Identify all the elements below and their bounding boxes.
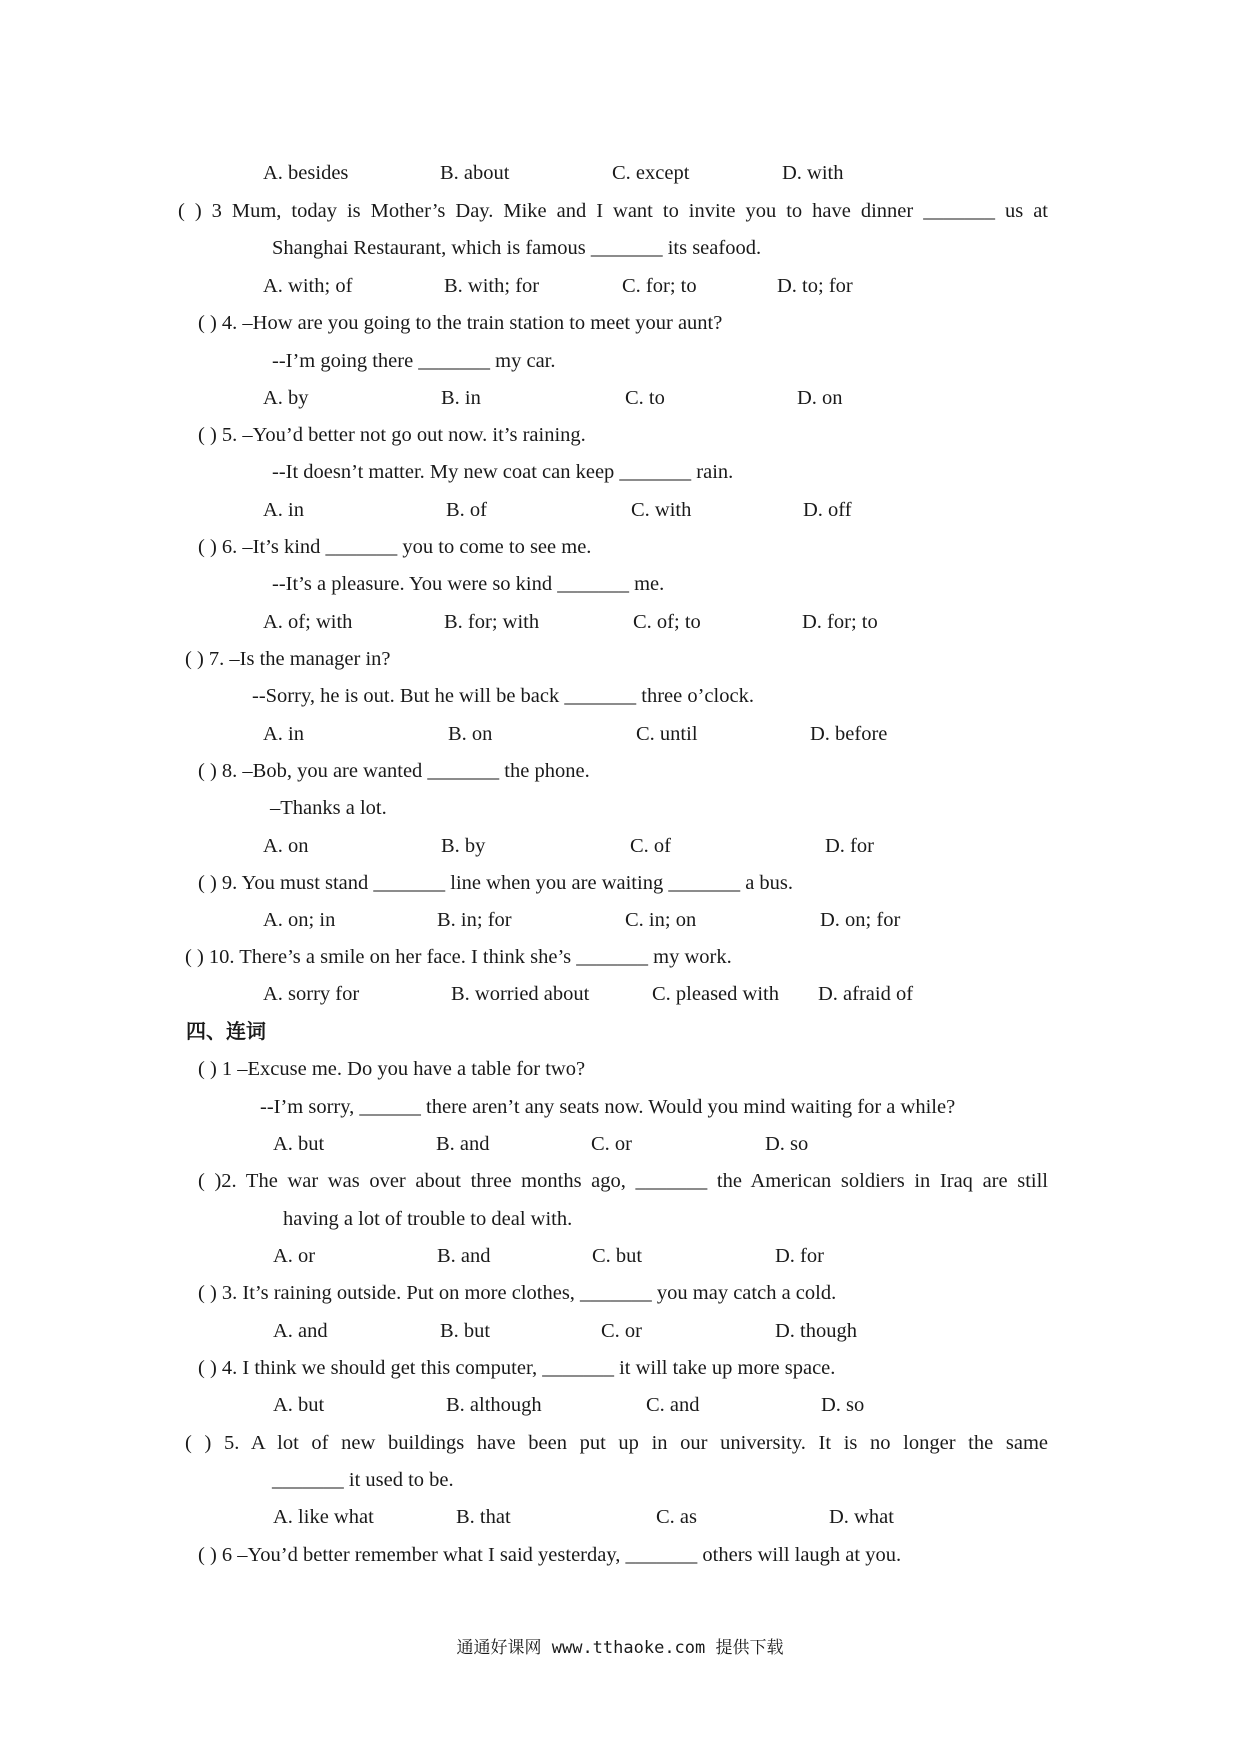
option-c: C. with [631,499,692,521]
option-a: A. like what [273,1506,374,1528]
question-7-line-1: ( ) 7. –Is the manager in? [185,648,391,670]
question-8-line-2: –Thanks a lot. [270,797,387,819]
option-a: A. but [273,1394,325,1416]
option-d: D. for; to [802,611,878,633]
option-c: C. of [630,835,671,857]
option-c: C. except [612,162,690,184]
option-b: B. that [456,1506,511,1528]
option-c: C. but [592,1245,643,1267]
option-d: D. so [821,1394,865,1416]
option-d: D. for [825,835,874,857]
option-a: A. or [273,1245,316,1267]
question-8-line-1: ( ) 8. –Bob, you are wanted _______ the phone. [198,760,590,782]
question-6-line-2: --It’s a pleasure. You were so kind _______ me. [272,573,665,595]
option-a: A. on [263,835,309,857]
conj-question-2-line-1: ( )2. The war was over about three months ago, _______ the American soldiers in Iraq are still [198,1170,1048,1192]
option-b: B. for; with [444,611,540,633]
question-10-line-1: ( ) 10. There’s a smile on her face. I think she’s _______ my work. [185,946,732,968]
option-b: B. although [446,1394,542,1416]
option-a: A. in [263,723,304,745]
conj-question-5-line-2: _______ it used to be. [272,1469,454,1491]
option-c: C. pleased with [652,983,779,1005]
conj-question-2-line-2: having a lot of trouble to deal with. [283,1208,573,1230]
question-5-line-1: ( ) 5. –You’d better not go out now. it’s raining. [198,424,586,446]
conj-question-1-line-1: ( ) 1 –Excuse me. Do you have a table for two? [198,1058,586,1080]
question-3-line-1: ( ) 3 Mum, today is Mother’s Day. Mike and I want to invite you to have dinner _______ us at [178,200,1048,222]
option-c: C. and [646,1394,700,1416]
option-b: B. and [436,1133,490,1155]
option-b: B. and [437,1245,491,1267]
option-a: A. of; with [263,611,353,633]
option-d: D. on [797,387,843,409]
option-a: A. with; of [263,275,353,297]
option-d: D. before [810,723,888,745]
option-d: D. though [775,1320,857,1342]
question-4-line-1: ( ) 4. –How are you going to the train station to meet your aunt? [198,312,723,334]
footer-credit: 通通好课网 www.tthaoke.com 提供下载 [456,1638,784,1658]
option-c: C. until [636,723,698,745]
option-a: A. in [263,499,304,521]
option-b: B. on [448,723,493,745]
conj-question-1-line-2: --I’m sorry, ______ there aren’t any seats now. Would you mind waiting for a while? [260,1096,956,1118]
option-c: C. for; to [622,275,697,297]
option-b: B. in [441,387,481,409]
conj-question-5-line-1: ( ) 5. A lot of new buildings have been put up in our university. It is no longer the same [185,1432,1048,1454]
option-b: B. but [440,1320,491,1342]
option-d: D. afraid of [818,983,914,1005]
conj-question-3-line-1: ( ) 3. It’s raining outside. Put on more clothes, _______ you may catch a cold. [198,1282,837,1304]
option-c: C. of; to [633,611,701,633]
option-d: D. to; for [777,275,853,297]
conj-question-4-line-1: ( ) 4. I think we should get this computer, _______ it will take up more space. [198,1357,836,1379]
option-d: D. with [782,162,844,184]
option-a: A. besides [263,162,349,184]
option-d: D. so [765,1133,809,1155]
option-c: C. or [591,1133,632,1155]
option-b: B. of [446,499,487,521]
option-d: D. what [829,1506,894,1528]
option-d: D. off [803,499,852,521]
option-b: B. by [441,835,486,857]
option-a: A. sorry for [263,983,360,1005]
option-a: A. on; in [263,909,336,931]
question-6-line-1: ( ) 6. –It’s kind _______ you to come to see me. [198,536,592,558]
option-b: B. in; for [437,909,512,931]
option-c: C. or [601,1320,642,1342]
option-c: C. in; on [625,909,697,931]
question-4-line-2: --I’m going there _______ my car. [272,350,556,372]
question-3-line-2: Shanghai Restaurant, which is famous _______ its seafood. [272,237,762,259]
conj-question-6-line-1: ( ) 6 –You’d better remember what I said yesterday, _______ others will laugh at you. [198,1544,902,1566]
option-a: A. by [263,387,309,409]
question-5-line-2: --It doesn’t matter. My new coat can keep _______ rain. [272,461,734,483]
option-c: C. to [625,387,665,409]
option-a: A. but [273,1133,325,1155]
option-a: A. and [273,1320,328,1342]
option-d: D. on; for [820,909,901,931]
option-b: B. worried about [451,983,590,1005]
option-d: D. for [775,1245,824,1267]
question-9-line-1: ( ) 9. You must stand _______ line when you are waiting _______ a bus. [198,872,794,894]
option-b: B. with; for [444,275,540,297]
option-c: C. as [656,1506,697,1528]
option-b: B. about [440,162,510,184]
question-7-line-2: --Sorry, he is out. But he will be back _______ three o’clock. [252,685,754,707]
section-heading: 四、连词 [186,1019,266,1043]
